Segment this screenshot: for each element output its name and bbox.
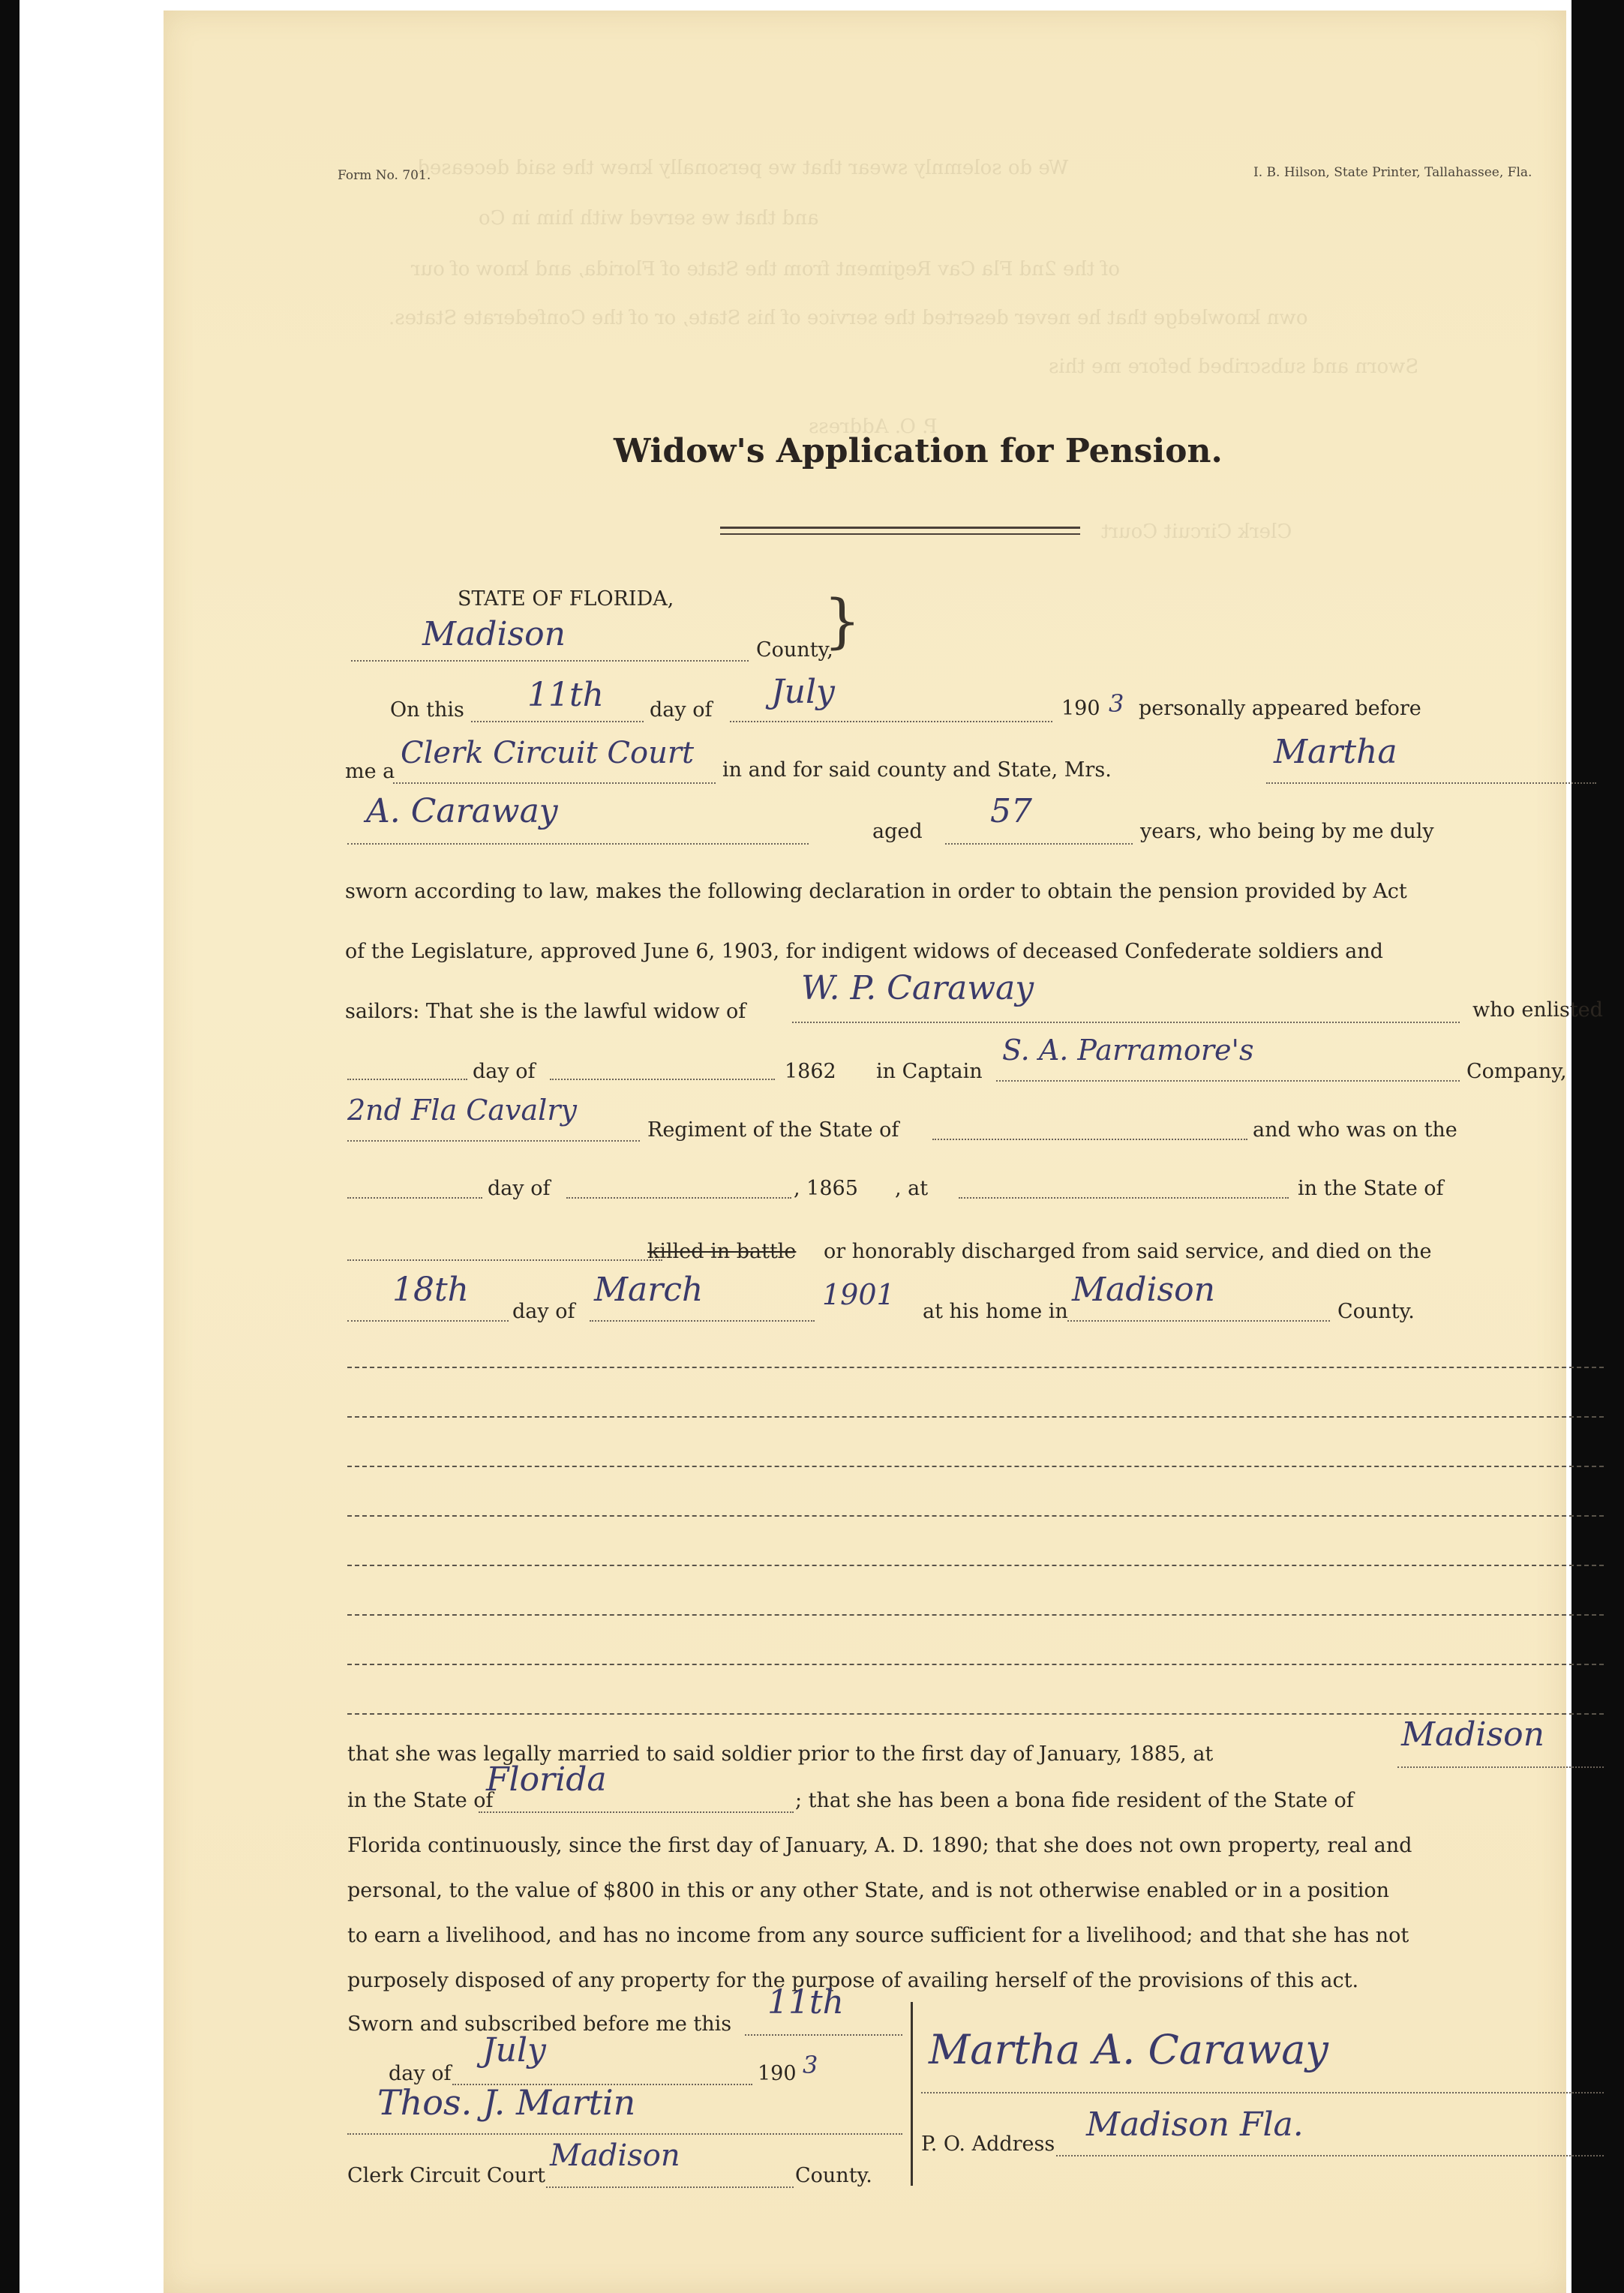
regiment-field xyxy=(347,1094,640,1142)
enlist-year: 1862 xyxy=(785,1060,836,1083)
married-place-value: Madison xyxy=(1401,1715,1544,1754)
venue-brace: } xyxy=(824,588,861,656)
on-this-label: On this xyxy=(390,698,464,722)
death-year-value: 1901 xyxy=(822,1278,895,1311)
form-number: Form No. 701. xyxy=(338,168,431,183)
blank-line xyxy=(347,1565,1604,1566)
clerk-signature-line xyxy=(347,2082,902,2135)
discharge-year: , 1865 xyxy=(794,1177,858,1200)
death-day-value: 18th xyxy=(392,1271,470,1309)
married-text-line6: purposely disposed of any property for the purpose of availing herself of the provisions of this act. xyxy=(347,1969,1359,1992)
scan-border-left xyxy=(0,0,20,2293)
month-value: July xyxy=(771,673,835,711)
at-his-home-label: at his home in xyxy=(923,1300,1068,1323)
printer-imprint: I. B. Hilson, State Printer, Tallahassee, Fla. xyxy=(1253,165,1532,180)
in-captain-label: in Captain xyxy=(876,1060,983,1083)
death-month-field xyxy=(590,1271,815,1322)
company-label: Company, xyxy=(1466,1060,1567,1083)
at-label: , at xyxy=(895,1177,929,1200)
years-duly-label: years, who being by me duly xyxy=(1140,820,1434,843)
enlist-month-field xyxy=(550,1049,775,1080)
discharge-month-field xyxy=(566,1166,791,1199)
day-value: 11th xyxy=(527,676,605,714)
applicant-signature: Martha A. Caraway xyxy=(929,2026,1328,2073)
clerk-county-value: Madison xyxy=(550,2138,680,2173)
blank-line xyxy=(347,1713,1604,1715)
sworn-day-value: 11th xyxy=(767,1983,845,2021)
year-value: 3 xyxy=(1109,689,1124,718)
state-heading: STATE OF FLORIDA, xyxy=(458,587,674,611)
blank-line xyxy=(347,1416,1604,1418)
married-text-line2: ; that she has been a bona fide resident of the State of xyxy=(795,1789,1354,1812)
clerk-signature: Thos. J. Martin xyxy=(377,2082,636,2123)
title-rule xyxy=(720,533,1080,535)
aged-label: aged xyxy=(872,820,923,843)
po-address-label: P. O. Address xyxy=(921,2132,1055,2156)
first-name-field xyxy=(1266,733,1596,784)
blank-line xyxy=(347,1614,1604,1616)
in-the-state-of-label: in the State of xyxy=(1298,1177,1444,1200)
enlist-day-of-label: day of xyxy=(473,1060,536,1083)
killed-in-battle-struck: killed in battle xyxy=(647,1240,797,1263)
discharge-day-of-label: day of xyxy=(488,1177,551,1200)
in-and-for-label: in and for said county and State, Mrs. xyxy=(722,758,1112,782)
applicant-signature-line xyxy=(921,2026,1604,2093)
sworn-label: Sworn and subscribed before me this xyxy=(347,2012,732,2036)
bleed-through-line: We do solemnly swear that we personally knew the said deceased, xyxy=(411,157,1069,179)
appeared-label: personally appeared before xyxy=(1139,697,1421,720)
official-field xyxy=(393,736,716,784)
month-field xyxy=(730,673,1052,722)
blank-line xyxy=(347,1466,1604,1467)
official-value: Clerk Circuit Court xyxy=(401,736,695,770)
regiment-of-state-label: Regiment of the State of xyxy=(647,1118,899,1142)
husband-value: W. P. Caraway xyxy=(801,969,1034,1007)
sworn-month-value: July xyxy=(482,2031,546,2069)
bleed-through-line: and that we served with him in Co xyxy=(479,207,819,230)
county-field xyxy=(351,615,749,662)
sworn-month-field xyxy=(452,2031,752,2085)
bleed-through-line: P. O. Address xyxy=(809,416,938,438)
age-field xyxy=(945,792,1133,845)
and-who-was-label: and who was on the xyxy=(1253,1118,1457,1142)
county-end-label: County. xyxy=(1337,1300,1415,1323)
me-a-label: me a xyxy=(345,760,395,783)
regiment-state-field xyxy=(932,1107,1247,1140)
bleed-through-line: Clerk Circuit Court xyxy=(1101,521,1292,543)
sworn-law-text: sworn according to law, makes the following declaration in order to obtain the pension provided by Act xyxy=(345,880,1407,903)
sworn-year-value: 3 xyxy=(803,2051,818,2079)
blank-line xyxy=(347,1515,1604,1517)
blank-line xyxy=(347,1367,1604,1368)
captain-value: S. A. Parramore's xyxy=(1002,1034,1254,1067)
blank-line xyxy=(347,1664,1604,1665)
husband-field xyxy=(792,969,1460,1023)
married-text-line3: Florida continuously, since the first day of January, A. D. 1890; that she does not own property, real and xyxy=(347,1834,1412,1857)
sworn-day-field xyxy=(745,1983,902,2036)
honorably-discharged-text: or honorably discharged from said service, and died on the xyxy=(824,1240,1432,1263)
married-state-field xyxy=(479,1760,794,1813)
county-value: Madison xyxy=(422,615,566,653)
death-day-field xyxy=(347,1271,509,1322)
last-name-field xyxy=(347,792,809,845)
form-title: Widow's Application for Pension. xyxy=(614,432,1223,470)
pension-form-page xyxy=(164,11,1603,2293)
first-name-value: Martha xyxy=(1274,733,1397,771)
clerk-county-field xyxy=(546,2138,794,2188)
captain-field xyxy=(996,1034,1460,1082)
death-county-field xyxy=(1067,1271,1330,1322)
clerk-label: Clerk Circuit Court xyxy=(347,2164,545,2187)
married-state-value: Florida xyxy=(486,1760,607,1799)
enlist-day-field xyxy=(347,1049,467,1080)
bleed-through-line: own knowledge that he never deserted the service of his State, or of the Confederate States. xyxy=(389,307,1308,329)
in-the-state-of-label: in the State of xyxy=(347,1789,494,1812)
married-text-line5: to earn a livelihood, and has no income from any source sufficient for a livelihood; and that she has not xyxy=(347,1924,1409,1947)
last-name-value: A. Caraway xyxy=(366,792,558,830)
death-day-of-label: day of xyxy=(512,1300,575,1323)
bleed-through-line: of the 2nd Fla Cav Regiment from the State of Florida, and know of our xyxy=(411,258,1120,281)
regiment-value: 2nd Fla Cavalry xyxy=(347,1094,577,1127)
day-field xyxy=(471,676,644,722)
married-text-line1: that she was legally married to said soldier prior to the first day of January, 1885, at xyxy=(347,1742,1214,1766)
sworn-day-of-label: day of xyxy=(389,2062,452,2085)
lawful-widow-label: sailors: That she is the lawful widow of xyxy=(345,1000,746,1023)
who-enlisted-label: who enlisted xyxy=(1472,998,1603,1022)
sworn-year-prefix: 190 xyxy=(758,2062,797,2085)
scan-border-right xyxy=(1571,0,1624,2293)
death-county-value: Madison xyxy=(1072,1271,1215,1309)
county-label: County, xyxy=(756,638,833,662)
bleed-through-line: Sworn and subscribed before me this xyxy=(1049,356,1419,378)
title-rule xyxy=(720,527,1080,529)
married-place-field xyxy=(1397,1715,1604,1768)
discharge-place-field xyxy=(959,1166,1289,1199)
discharge-day-field xyxy=(347,1166,482,1199)
po-address-value: Madison Fla. xyxy=(1086,2105,1304,2144)
legislature-text: of the Legislature, approved June 6, 1903, for indigent widows of deceased Confederate soldiers and xyxy=(345,940,1383,963)
po-address-field xyxy=(1056,2105,1604,2156)
death-month-value: March xyxy=(594,1271,704,1309)
jurat-brace xyxy=(911,2002,913,2186)
day-of-label: day of xyxy=(650,698,713,722)
clerk-county-label: County. xyxy=(795,2164,872,2187)
discharge-state-field xyxy=(347,1229,662,1261)
married-text-line4: personal, to the value of $800 in this or any other State, and is not otherwise enabled or in a position xyxy=(347,1879,1389,1902)
year-prefix: 190 xyxy=(1061,697,1100,720)
age-value: 57 xyxy=(990,792,1032,830)
